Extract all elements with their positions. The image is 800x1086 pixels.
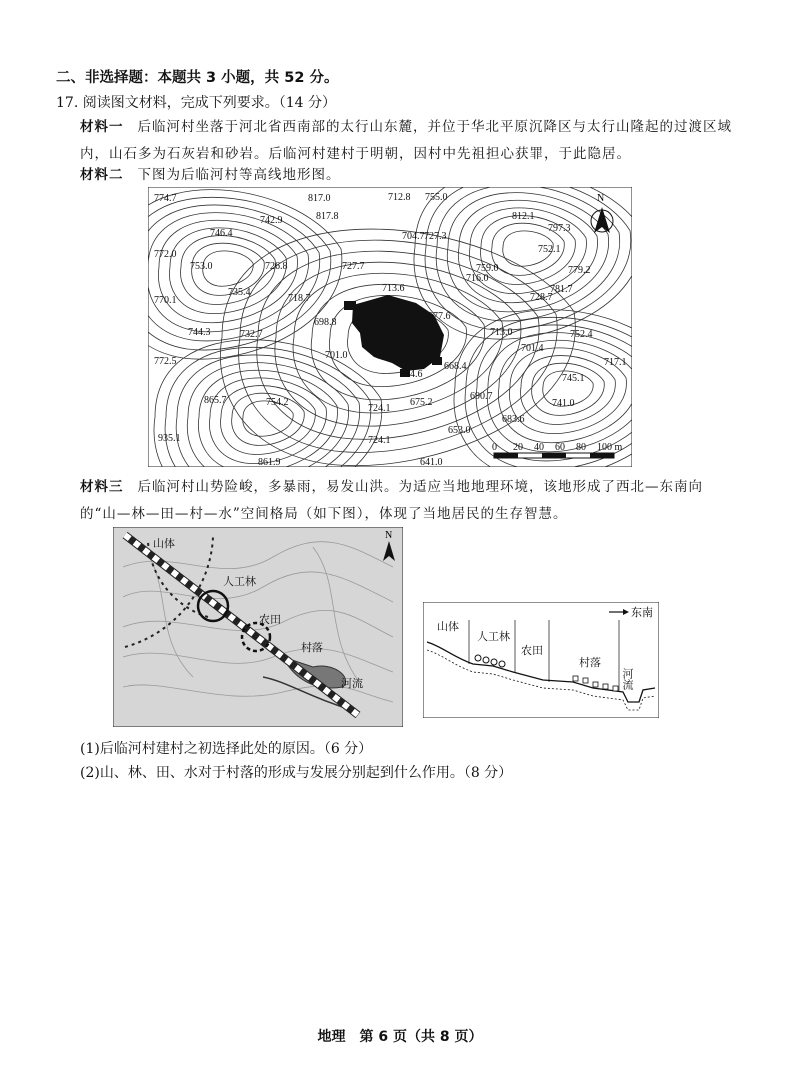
elevation-label: 724.1 (368, 435, 391, 446)
elevation-label: 754.2 (266, 397, 289, 408)
spatial-pattern-map (113, 527, 403, 727)
plan-label: 村落 (301, 642, 323, 654)
plan-label: 河流 (341, 678, 363, 690)
elevation-label: 797.3 (548, 223, 571, 234)
plan-label: 人工林 (223, 576, 256, 588)
material-1-text: 后临河村坐落于河北省西南部的太行山东麓，并位于华北平原沉降区与太行山隆起的过渡区域内，山石多为石灰岩和砂岩。后临河村建村于明朝，因村中先祖担心获罪，于此隐居。 (80, 119, 732, 162)
elevation-label: 701.0 (325, 350, 348, 361)
elevation-label: 744.3 (188, 327, 211, 338)
profile-diagram (423, 602, 659, 718)
scale-tick-label: 80 (576, 442, 586, 453)
scale-tick-label: 0 (492, 442, 497, 453)
sub-question-1: (1)后临河村建村之初选择此处的原因。（6 分） (80, 741, 373, 757)
elevation-label: 742.9 (260, 215, 283, 226)
elevation-label: 753.0 (190, 261, 213, 272)
elevation-label: 724.1 (368, 403, 391, 414)
elevation-label: 712.8 (388, 192, 411, 203)
sub-question-2: (2)山、林、田、水对于村落的形成与发展分别起到什么作用。（8 分） (80, 765, 513, 781)
elevation-label: 746.4 (210, 228, 233, 239)
material-2-text: 下图为后临河村等高线地形图。 (137, 167, 341, 183)
elevation-label: 865.7 (204, 395, 227, 406)
elevation-label: 677.6 (428, 311, 451, 322)
profile-label: 村落 (579, 657, 601, 669)
elevation-label: 755.0 (425, 192, 448, 203)
elevation-label: 717.1 (604, 357, 627, 368)
elevation-label: 653.0 (448, 425, 471, 436)
elevation-label: 781.7 (550, 284, 573, 295)
plan-label: 农田 (259, 614, 281, 626)
elevation-label: 759.0 (476, 263, 499, 274)
elevation-label: 752.1 (538, 244, 561, 255)
material-3-label: 材料三 (80, 479, 124, 495)
material-2-label: 材料二 (80, 167, 124, 183)
elevation-label: 690.7 (470, 391, 493, 402)
elevation-label: 817.0 (308, 193, 331, 204)
elevation-label: 713.6 (382, 283, 405, 294)
elevation-label: 713.0 (490, 327, 513, 338)
profile-label: 人工林 (477, 631, 510, 643)
elevation-label: 726.8 (265, 261, 288, 272)
elevation-label: 817.8 (316, 211, 339, 222)
profile-direction: 东南 (631, 607, 653, 619)
scale-tick-label: 100 m (597, 442, 623, 453)
material-1-label: 材料一 (80, 119, 124, 135)
question-17-stem: 17. 阅读图文材料，完成下列要求。（14 分） (56, 95, 336, 111)
scale-tick-label: 60 (555, 442, 565, 453)
plan-north-label: N (385, 530, 393, 541)
elevation-label: 718.7 (288, 293, 311, 304)
elevation-label: 774.7 (154, 193, 177, 204)
elevation-label: 716.0 (466, 273, 489, 284)
scale-tick-label: 40 (534, 442, 544, 453)
elevation-label: 732.7 (240, 329, 263, 340)
elevation-label: 704.7 (402, 231, 425, 242)
contour-map (148, 187, 632, 467)
elevation-label: 770.1 (154, 295, 177, 306)
elevation-label: 735.4 (228, 287, 251, 298)
elevation-label: 772.0 (154, 249, 177, 260)
material-3 (80, 474, 732, 528)
elevation-label: 728.7 (530, 292, 553, 303)
scale-tick-label: 20 (513, 442, 523, 453)
material-1 (80, 114, 732, 168)
elevation-label: 745.1 (562, 373, 585, 384)
elevation-label: 683.6 (502, 414, 525, 425)
elevation-label: 727.3 (424, 231, 447, 242)
profile-label: 农田 (521, 645, 543, 657)
elevation-label: 861.9 (258, 457, 281, 467)
profile-label: 山体 (437, 621, 459, 633)
elevation-label: 741.0 (552, 398, 575, 409)
elevation-label: 664.6 (400, 369, 423, 380)
elevation-label: 779.2 (568, 265, 591, 276)
elevation-label: 727.7 (342, 261, 365, 272)
elevation-label: 812.1 (512, 211, 535, 222)
section-heading: 二、非选择题：本题共 3 小题，共 52 分。 (56, 70, 339, 86)
elevation-label: 772.5 (154, 356, 177, 367)
north-label: N (597, 193, 605, 204)
elevation-label: 701.4 (521, 343, 544, 354)
page-footer: 地理 第 6 页（共 8 页） (317, 1029, 483, 1045)
elevation-label: 675.2 (410, 397, 433, 408)
elevation-label: 698.8 (314, 317, 337, 328)
elevation-label: 668.4 (444, 361, 467, 372)
material-3-text: 后临河村山势险峻，多暴雨，易发山洪。为适应当地地理环境，该地形成了西北—东南向的“山—林—田—村—水”空间格局（如下图），体现了当地居民的生存智慧。 (80, 479, 703, 522)
profile-label: 河流 (621, 668, 633, 690)
elevation-label: 752.4 (570, 329, 593, 340)
material-2 (80, 162, 732, 189)
elevation-label: 935.1 (158, 433, 181, 444)
elevation-label: 641.0 (420, 457, 443, 467)
plan-label: 山体 (153, 538, 175, 550)
